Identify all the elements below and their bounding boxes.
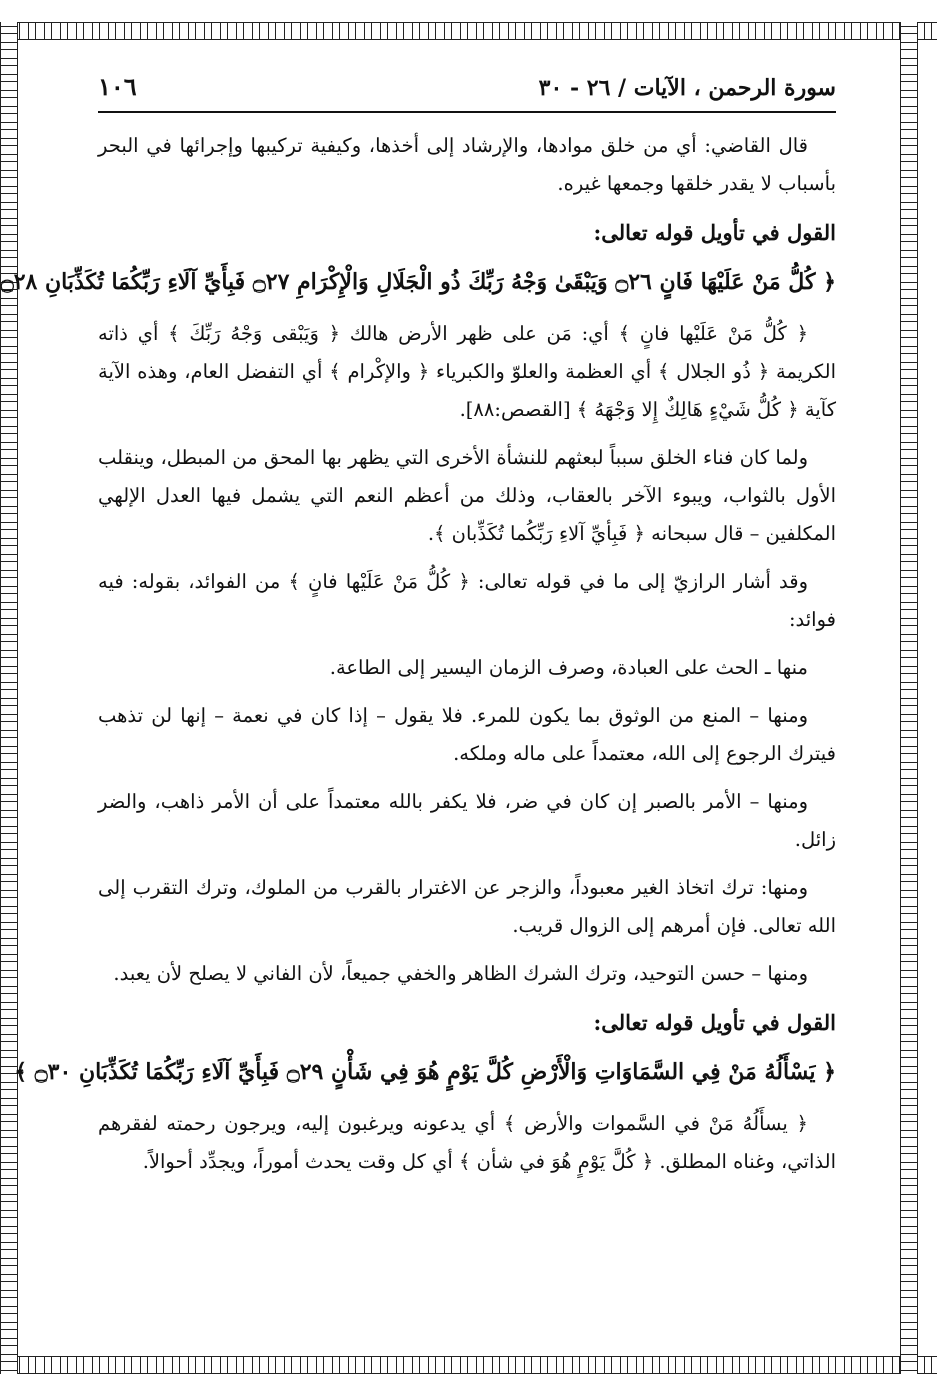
surah-title: سورة الرحمن ، الآيات / ٢٦ - ٣٠ (538, 75, 836, 101)
paragraph: ﴿ يسأَلُهُ مَنْ في السَّموات والأرض ﴾ أي يدعونه ويرغبون إليه، ويرجون رحمته لفقرهم الذاتي، وغناه المطلق. ﴿ كُلَّ يَوْمٍ هُوَ في شأن ﴾ أي كل وقت يحدث أموراً، ويجدِّد أحوالاً. (98, 1112, 836, 1173)
page-content (0, 72, 836, 1191)
paragraph: قال القاضي: أي من خلق موادها، والإرشاد إلى أخذها، وكيفية تركيبها وإجرائها في البحر بأسباب لا يقدر خلقها وجمعها غيره. (98, 134, 836, 195)
paragraph: وقد أشار الرازيّ إلى ما في قوله تعالى: ﴿ كُلُّ مَنْ عَلَيْها فانٍ ﴾ من الفوائد، بقوله: فيه فوائد: (98, 570, 836, 631)
section-heading: القول في تأويل قوله تعالى: (593, 220, 836, 245)
page-number: ١٠٦ (98, 72, 137, 101)
paragraph: منها ـ الحث على العبادة، وصرف الزمان اليسير إلى الطاعة. (329, 656, 808, 679)
decorative-border-left (0, 22, 18, 1374)
paragraph: ومنها – الأمر بالصبر إن كان في ضر، فلا يكفر بالله معتمداً على أن الأمر ذاهب، والضر زائل. (98, 790, 836, 851)
quran-verse: ﴿ يَسْأَلُهُ مَنْ فِي السَّمَاوَاتِ وَالْأَرْضِ كُلَّ يَوْمٍ هُوَ فِي شَأْنٍ ۝٢٩ فَبِأَيِّ آلَاءِ رَبِّكُمَا تُكَذِّبَانِ ۝٣٠ ﴾ (14, 1059, 836, 1085)
body-text (0, 127, 836, 1181)
quran-verse: ﴿ كُلُّ مَنْ عَلَيْهَا فَانٍ ۝٢٦ وَيَبْقَىٰ وَجْهُ رَبِّكَ ذُو الْجَلَالِ وَالْإِكْرَامِ ۝٢٧ فَبِأَيِّ آلَاءِ رَبِّكُمَا تُكَذِّبَانِ ۝٢٨ (0, 269, 836, 295)
section-heading: القول في تأويل قوله تعالى: (593, 1010, 836, 1035)
decorative-border-top (0, 22, 937, 40)
paragraph: ومنها – المنع من الوثوق بما يكون للمرء. فلا يقول – إذا كان في نعمة – إنها لن تذهب فيترك الرجوع إلى الله، معتمداً على ماله وملكه. (98, 704, 836, 765)
decorative-border-bottom (0, 1356, 937, 1374)
paragraph: ومنها: ترك اتخاذ الغير معبوداً، والزجر عن الاغترار بالقرب من الملوك، وترك التقرب إلى الله تعالى. فإن أمرهم إلى الزوال قريب. (98, 876, 836, 937)
paragraph: ومنها – حسن التوحيد، وترك الشرك الظاهر والخفي جميعاً، لأن الفاني لا يصلح لأن يعبد. (113, 962, 808, 985)
paragraph: ولما كان فناء الخلق سبباً لبعثهم للنشأة الأخرى التي يظهر بها المحق من المبطل، وينقلب الأول بالثواب، ويبوء الآخر بالعقاب، وذلك من أعظم النعم التي يشمل فيها العدل الإلهي المكلفين – قال سبحانه ﴿ فَبِأيِّ آلاءِ رَبِّكُما تُكَذِّبان ﴾. (98, 446, 836, 545)
paragraph: ﴿ كُلُّ مَنْ عَلَيْها فانٍ ﴾ أي: مَن على ظهر الأرض هالك ﴿ وَيَبْقى وَجْهُ رَبِّكَ ﴾ أي ذاته الكريمة ﴿ ذُو الجلال ﴾ أي العظمة والعلوّ والكبرياء ﴿ والإكْرام ﴾ أي التفضل العام، وهذه الآية كآية ﴿ كُلُّ شَيْءٍ هَالِكٌ إِلا وَجْهَهُ ﴾ [القصص:٨٨]. (98, 322, 836, 421)
running-header (98, 72, 836, 113)
decorative-border-right (900, 22, 918, 1374)
